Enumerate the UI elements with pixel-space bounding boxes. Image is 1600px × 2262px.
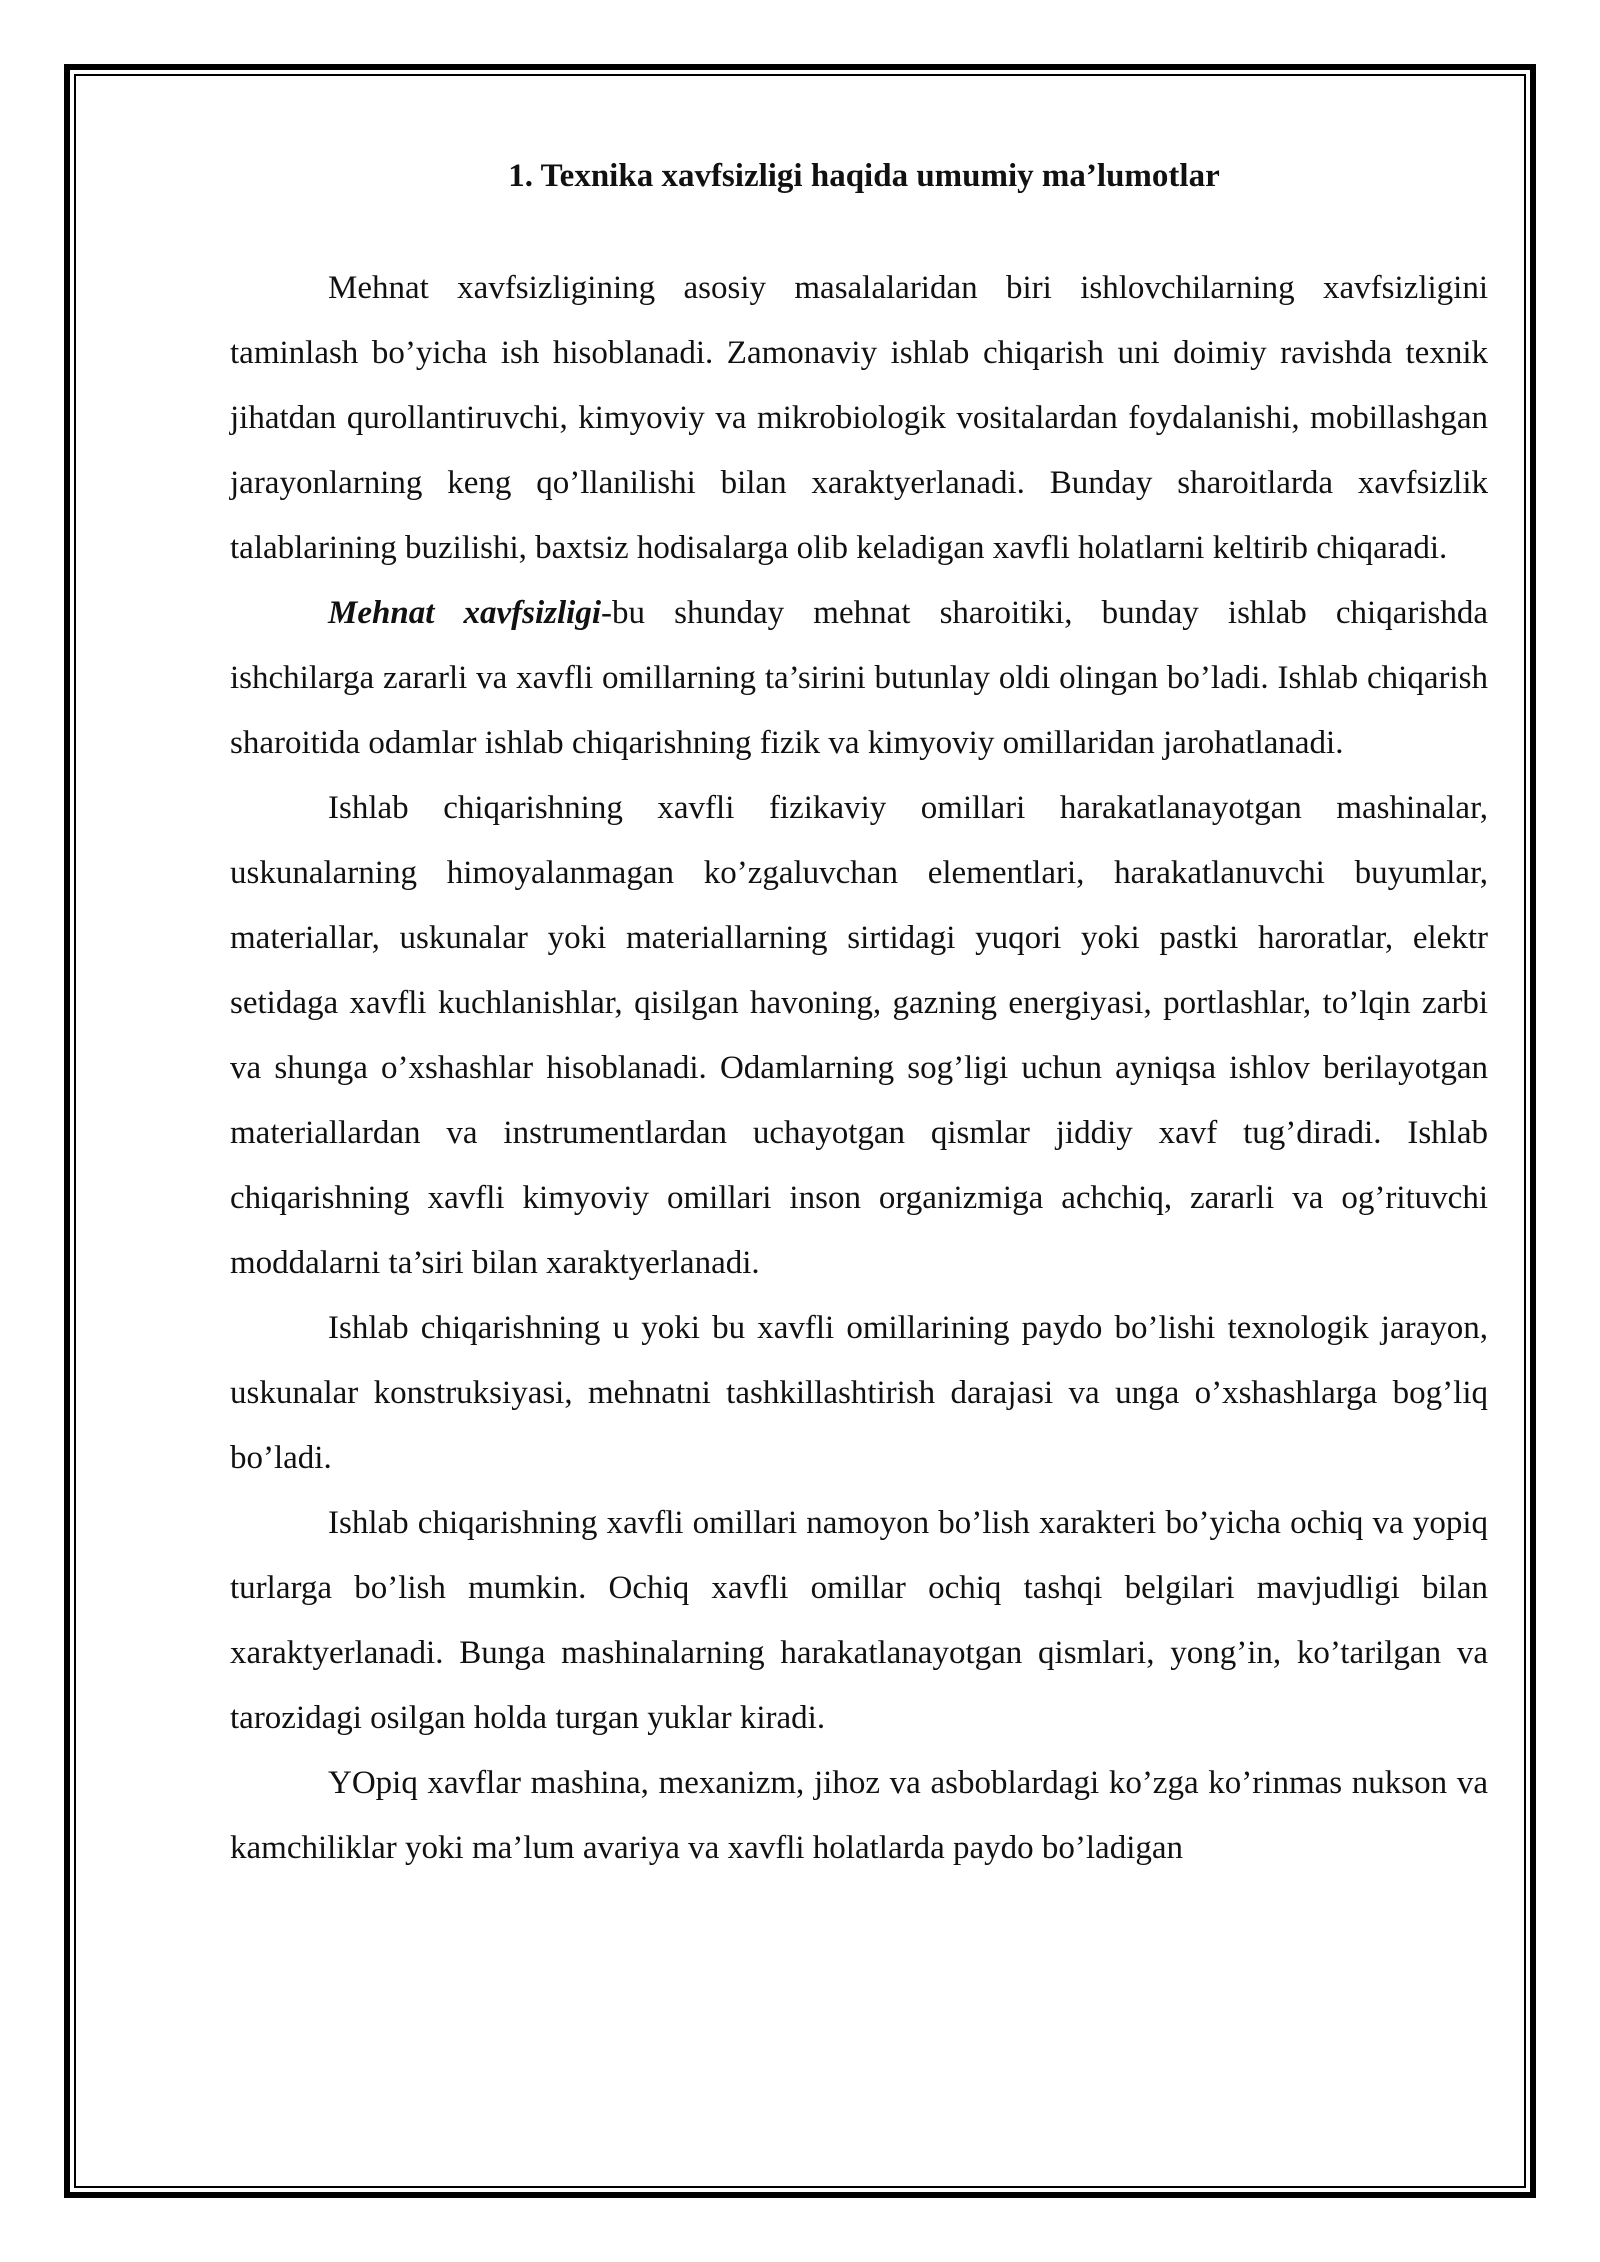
paragraph-4: Ishlab chiqarishning u yoki bu xavfli omillarining paydo bo’lishi texnologik jarayon, uskunalar konstruksiyasi, mehnatni tashkillashtirish darajasi va unga o’xshashlarga bog’liq bo’ladi. <box>230 1310 1488 1476</box>
paragraph-2-text: -bu shunday mehnat sharoitiki, bunday ishlab chiqarishda ishchilarga zararli va xavfli omillarning ta’sirini butunlay oldi olingan bo’ladi. Ishlab chiqarish sharoitida odamlar ishlab chiqarishning fizik va kimyoviy omillaridan jarohatlanadi. <box>230 595 1488 761</box>
paragraph-1: Mehnat xavfsizligining asosiy masalalaridan biri ishlovchilarning xavfsizligini taminlash bo’yicha ish hisoblanadi. Zamonaviy ishlab chiqarish uni doimiy ravishda texnik jihatdan qurollantiruvchi, kimyoviy va mikrobiologik vositalardan foydalanishi, mobillashgan jarayonlarning keng qo’llanilishi bilan xaraktyerlanadi. Bunday sharoitlarda xavfsizlik talablarining buzilishi, baxtsiz hodisalarga olib keladigan xavfli holatlarni keltirib chiqaradi. <box>230 270 1488 566</box>
paragraph-5: Ishlab chiqarishning xavfli omillari namoyon bo’lish xarakteri bo’yicha ochiq va yopiq turlarga bo’lish mumkin. Ochiq xavfli omillar ochiq tashqi belgilari mavjudligi bilan xaraktyerlanadi. Bunga mashinalarning harakatlanayotgan qismlari, yong’in, ko’tarilgan va tarozidagi osilgan holda turgan yuklar kiradi. <box>230 1505 1488 1736</box>
emphasized-term: Mehnat xavfsizligi <box>328 595 602 631</box>
paragraph-3: Ishlab chiqarishning xavfli fizikaviy omillari harakatlanayotgan mashinalar, uskunalarning himoyalanmagan ko’zgaluvchan elementlari, harakatlanuvchi buyumlar, materiallar, uskunalar yoki materiallarning sirtidagi yuqori yoki pastki haroratlar, elektr setidaga xavfli kuchlanishlar, qisilgan havoning, gazning energiyasi, portlashlar, to’lqin zarbi va shunga o’xshashlar hisoblanadi. Odamlarning sog’ligi uchun ayniqsa ishlov berilayotgan materiallardan va instrumentlardan uchayotgan qismlar jiddiy xavf tug’diradi. Ishlab chiqarishning xavfli kimyoviy omillari inson organizmiga achchiq, zararli va og’rituvchi moddalarni ta’siri bilan xaraktyerlanadi. <box>230 790 1488 1281</box>
paragraph-6: YOpiq xavflar mashina, mexanizm, jihoz va asboblardagi ko’zga ko’rinmas nukson va kamchiliklar yoki ma’lum avariya va xavfli holatlarda paydo bo’ladigan <box>230 1765 1488 1866</box>
document-body <box>230 148 1488 1881</box>
document-title: 1. Texnika xavfsizligi haqida umumiy ma’lumotlar <box>508 158 1220 194</box>
paragraph-2 <box>230 581 1488 776</box>
